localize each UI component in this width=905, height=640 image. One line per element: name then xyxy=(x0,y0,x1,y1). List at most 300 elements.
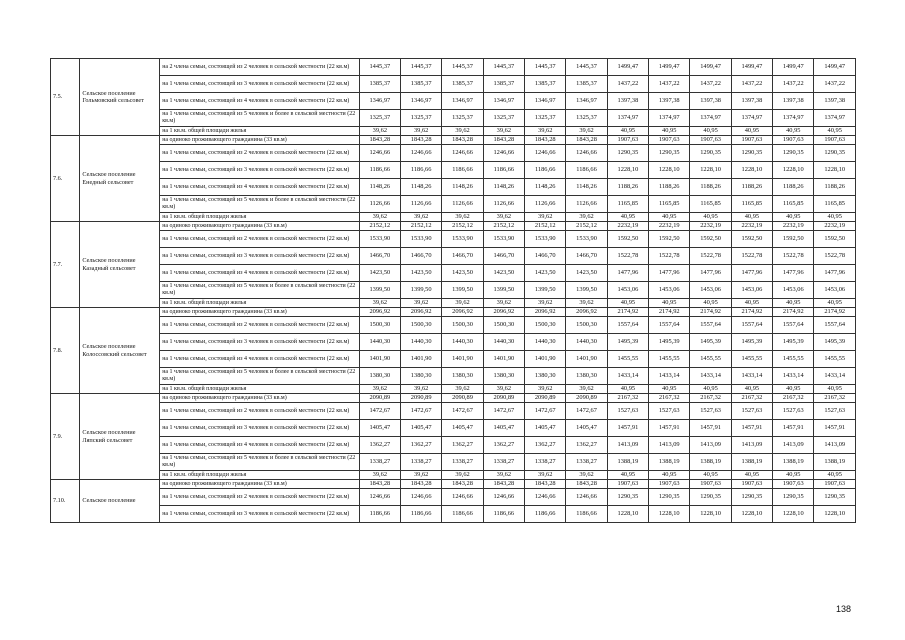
table-row xyxy=(51,231,856,248)
value-cell: 1188,26 xyxy=(731,179,772,196)
value-cell: 40,95 xyxy=(649,471,690,480)
value-cell: 40,95 xyxy=(690,471,731,480)
value-cell: 1445,37 xyxy=(359,59,400,76)
value-cell: 40,95 xyxy=(731,385,772,394)
value-cell: 1907,63 xyxy=(773,480,814,489)
value-cell: 39,62 xyxy=(401,213,442,222)
value-cell: 39,62 xyxy=(483,127,524,136)
value-cell: 2232,19 xyxy=(690,222,731,231)
value-cell: 1466,70 xyxy=(566,248,607,265)
value-cell: 1388,19 xyxy=(607,454,648,471)
value-cell: 1527,63 xyxy=(690,403,731,420)
value-cell: 39,62 xyxy=(483,385,524,394)
value-cell: 1457,91 xyxy=(814,420,856,437)
value-cell: 1472,67 xyxy=(525,403,566,420)
value-cell: 1495,39 xyxy=(731,334,772,351)
value-cell: 1148,26 xyxy=(401,179,442,196)
value-cell: 39,62 xyxy=(359,471,400,480)
value-cell: 1380,30 xyxy=(525,368,566,385)
value-cell: 40,95 xyxy=(607,385,648,394)
value-cell: 39,62 xyxy=(483,299,524,308)
value-cell: 1397,38 xyxy=(607,93,648,110)
category-cell: на 1 члена семьи, состоящей из 5 человек и более в сельской местности (22 кв.м) xyxy=(160,282,359,299)
value-cell: 1246,66 xyxy=(483,145,524,162)
value-cell: 1457,91 xyxy=(607,420,648,437)
value-cell: 1453,06 xyxy=(690,282,731,299)
value-cell: 39,62 xyxy=(442,471,483,480)
value-cell: 1374,97 xyxy=(731,110,772,127)
value-cell: 2152,12 xyxy=(442,222,483,231)
value-cell: 1290,35 xyxy=(731,489,772,506)
value-cell: 2152,12 xyxy=(483,222,524,231)
value-cell: 1246,66 xyxy=(566,145,607,162)
value-cell: 1533,90 xyxy=(401,231,442,248)
value-cell: 1290,35 xyxy=(814,145,856,162)
category-cell: на 2 члена семьи, состоящей из 2 человек в сельской местности (22 кв.м) xyxy=(160,59,359,76)
value-cell: 2174,92 xyxy=(814,308,856,317)
value-cell: 1466,70 xyxy=(442,248,483,265)
value-cell: 2167,32 xyxy=(649,394,690,403)
value-cell: 1522,78 xyxy=(731,248,772,265)
value-cell: 1592,50 xyxy=(773,231,814,248)
value-cell: 1380,30 xyxy=(483,368,524,385)
value-cell: 1186,66 xyxy=(566,162,607,179)
value-cell: 1397,38 xyxy=(690,93,731,110)
value-cell: 1527,63 xyxy=(607,403,648,420)
value-cell: 1228,10 xyxy=(731,506,772,523)
value-cell: 1388,19 xyxy=(649,454,690,471)
value-cell: 1592,50 xyxy=(649,231,690,248)
value-cell: 2096,92 xyxy=(401,308,442,317)
value-cell: 1165,85 xyxy=(649,196,690,213)
value-cell: 1290,35 xyxy=(649,489,690,506)
category-cell: на одиноко проживающего гражданина (33 кв.м) xyxy=(160,136,359,145)
value-cell: 1445,37 xyxy=(483,59,524,76)
value-cell: 1186,66 xyxy=(359,506,400,523)
value-cell: 39,62 xyxy=(359,127,400,136)
table-row xyxy=(51,454,856,471)
value-cell: 2174,92 xyxy=(731,308,772,317)
value-cell: 1362,27 xyxy=(442,437,483,454)
value-cell: 1477,96 xyxy=(649,265,690,282)
value-cell: 1423,50 xyxy=(483,265,524,282)
value-cell: 1186,66 xyxy=(442,162,483,179)
value-cell: 2090,89 xyxy=(483,394,524,403)
value-cell: 40,95 xyxy=(731,299,772,308)
table-row xyxy=(51,420,856,437)
value-cell: 39,62 xyxy=(566,299,607,308)
category-cell: на 1 члена семьи, состоящей из 5 человек и более в сельской местности (22 кв.м) xyxy=(160,368,359,385)
value-cell: 1522,78 xyxy=(773,248,814,265)
table-row xyxy=(51,368,856,385)
value-cell: 1188,26 xyxy=(773,179,814,196)
value-cell: 1522,78 xyxy=(607,248,648,265)
value-cell: 40,95 xyxy=(607,213,648,222)
value-cell: 1499,47 xyxy=(773,59,814,76)
settlement-name: Сельское поселение xyxy=(80,480,160,523)
value-cell: 1455,55 xyxy=(607,351,648,368)
value-cell: 1907,63 xyxy=(649,480,690,489)
table-row xyxy=(51,179,856,196)
value-cell: 1907,63 xyxy=(690,480,731,489)
table-row xyxy=(51,265,856,282)
value-cell: 1437,22 xyxy=(731,76,772,93)
value-cell: 40,95 xyxy=(690,213,731,222)
table-row xyxy=(51,136,856,145)
category-cell: на 1 кв.м. общей площади жилья xyxy=(160,299,359,308)
value-cell: 40,95 xyxy=(607,471,648,480)
category-cell: на 1 члена семьи, состоящей из 4 человек в сельской местности (22 кв.м) xyxy=(160,437,359,454)
value-cell: 39,62 xyxy=(483,213,524,222)
value-cell: 1522,78 xyxy=(649,248,690,265)
table-row xyxy=(51,213,856,222)
value-cell: 1495,39 xyxy=(773,334,814,351)
value-cell: 1385,37 xyxy=(359,76,400,93)
value-cell: 1527,63 xyxy=(649,403,690,420)
value-cell: 1186,66 xyxy=(401,162,442,179)
value-cell: 1466,70 xyxy=(359,248,400,265)
value-cell: 1413,09 xyxy=(731,437,772,454)
value-cell: 1457,91 xyxy=(690,420,731,437)
value-cell: 1401,90 xyxy=(566,351,607,368)
value-cell: 1557,64 xyxy=(649,317,690,334)
value-cell: 39,62 xyxy=(401,471,442,480)
category-cell: на 1 члена семьи, состоящей из 4 человек в сельской местности (22 кв.м) xyxy=(160,93,359,110)
value-cell: 1472,67 xyxy=(566,403,607,420)
value-cell: 1533,90 xyxy=(525,231,566,248)
value-cell: 1228,10 xyxy=(814,162,856,179)
value-cell: 1477,96 xyxy=(607,265,648,282)
value-cell: 1437,22 xyxy=(649,76,690,93)
value-cell: 1338,27 xyxy=(525,454,566,471)
value-cell: 1401,90 xyxy=(483,351,524,368)
value-cell: 1907,63 xyxy=(814,480,856,489)
value-cell: 1477,96 xyxy=(814,265,856,282)
category-cell: на 1 члена семьи, состоящей из 4 человек в сельской местности (22 кв.м) xyxy=(160,351,359,368)
table-row xyxy=(51,394,856,403)
value-cell: 1397,38 xyxy=(814,93,856,110)
value-cell: 1405,47 xyxy=(525,420,566,437)
value-cell: 1453,06 xyxy=(607,282,648,299)
value-cell: 1186,66 xyxy=(401,506,442,523)
category-cell: на 1 кв.м. общей площади жилья xyxy=(160,471,359,480)
value-cell: 39,62 xyxy=(525,471,566,480)
value-cell: 2174,92 xyxy=(649,308,690,317)
value-cell: 1440,30 xyxy=(401,334,442,351)
value-cell: 2090,89 xyxy=(401,394,442,403)
value-cell: 39,62 xyxy=(566,385,607,394)
value-cell: 1472,67 xyxy=(359,403,400,420)
table-row xyxy=(51,59,856,76)
value-cell: 1362,27 xyxy=(359,437,400,454)
value-cell: 1405,47 xyxy=(401,420,442,437)
value-cell: 1843,28 xyxy=(442,136,483,145)
value-cell: 1592,50 xyxy=(690,231,731,248)
value-cell: 1405,47 xyxy=(359,420,400,437)
table-row xyxy=(51,248,856,265)
table-row xyxy=(51,110,856,127)
value-cell: 1495,39 xyxy=(814,334,856,351)
value-cell: 1472,67 xyxy=(442,403,483,420)
settlement-name: Сельское поселение Казадный сельсовет xyxy=(80,222,160,308)
table-row xyxy=(51,489,856,506)
value-cell: 1399,50 xyxy=(359,282,400,299)
value-cell: 1290,35 xyxy=(649,145,690,162)
value-cell: 1228,10 xyxy=(690,506,731,523)
value-cell: 1380,30 xyxy=(359,368,400,385)
value-cell: 1148,26 xyxy=(442,179,483,196)
value-cell: 1290,35 xyxy=(773,489,814,506)
table-row xyxy=(51,385,856,394)
value-cell: 1907,63 xyxy=(607,136,648,145)
value-cell: 1440,30 xyxy=(525,334,566,351)
value-cell: 1466,70 xyxy=(401,248,442,265)
page-sheet xyxy=(50,58,856,580)
value-cell: 1290,35 xyxy=(607,489,648,506)
category-cell: на 1 члена семьи, состоящей из 3 человек в сельской местности (22 кв.м) xyxy=(160,420,359,437)
value-cell: 1186,66 xyxy=(442,506,483,523)
value-cell: 1843,28 xyxy=(566,480,607,489)
value-cell: 40,95 xyxy=(649,127,690,136)
value-cell: 39,62 xyxy=(442,127,483,136)
value-cell: 1466,70 xyxy=(525,248,566,265)
value-cell: 1325,37 xyxy=(525,110,566,127)
value-cell: 2174,92 xyxy=(690,308,731,317)
value-cell: 1362,27 xyxy=(483,437,524,454)
value-cell: 1228,10 xyxy=(607,506,648,523)
table-row xyxy=(51,437,856,454)
value-cell: 40,95 xyxy=(814,213,856,222)
tariff-table xyxy=(50,58,856,523)
value-cell: 1325,37 xyxy=(359,110,400,127)
value-cell: 1338,27 xyxy=(483,454,524,471)
value-cell: 39,62 xyxy=(483,471,524,480)
value-cell: 39,62 xyxy=(359,299,400,308)
value-cell: 1453,06 xyxy=(649,282,690,299)
value-cell: 1413,09 xyxy=(607,437,648,454)
settlement-name: Сельское поселение Енедный сельсовет xyxy=(80,136,160,222)
value-cell: 1477,96 xyxy=(773,265,814,282)
value-cell: 1527,63 xyxy=(773,403,814,420)
value-cell: 39,62 xyxy=(359,213,400,222)
value-cell: 2174,92 xyxy=(773,308,814,317)
category-cell: на 1 члена семьи, состоящей из 3 человек в сельской местности (22 кв.м) xyxy=(160,162,359,179)
value-cell: 40,95 xyxy=(649,213,690,222)
table-row xyxy=(51,506,856,523)
value-cell: 1186,66 xyxy=(483,162,524,179)
value-cell: 1165,85 xyxy=(773,196,814,213)
value-cell: 1380,30 xyxy=(566,368,607,385)
value-cell: 1290,35 xyxy=(731,145,772,162)
value-cell: 40,95 xyxy=(773,127,814,136)
group-number: 7.9. xyxy=(51,394,80,480)
value-cell: 1246,66 xyxy=(566,489,607,506)
value-cell: 40,95 xyxy=(814,471,856,480)
value-cell: 39,62 xyxy=(359,385,400,394)
value-cell: 1397,38 xyxy=(731,93,772,110)
value-cell: 1165,85 xyxy=(690,196,731,213)
value-cell: 1413,09 xyxy=(814,437,856,454)
value-cell: 1126,66 xyxy=(483,196,524,213)
value-cell: 1126,66 xyxy=(525,196,566,213)
value-cell: 1148,26 xyxy=(525,179,566,196)
value-cell: 2096,92 xyxy=(359,308,400,317)
category-cell: на 1 члена семьи, состоящей из 2 человек в сельской местности (22 кв.м) xyxy=(160,145,359,162)
value-cell: 1385,37 xyxy=(566,76,607,93)
value-cell: 2096,92 xyxy=(566,308,607,317)
value-cell: 1457,91 xyxy=(731,420,772,437)
value-cell: 1246,66 xyxy=(442,489,483,506)
value-cell: 1433,14 xyxy=(773,368,814,385)
value-cell: 1228,10 xyxy=(773,162,814,179)
value-cell: 1399,50 xyxy=(442,282,483,299)
value-cell: 1907,63 xyxy=(814,136,856,145)
table-row xyxy=(51,403,856,420)
value-cell: 1362,27 xyxy=(525,437,566,454)
value-cell: 2152,12 xyxy=(525,222,566,231)
value-cell: 1397,38 xyxy=(773,93,814,110)
table-row xyxy=(51,480,856,489)
value-cell: 1440,30 xyxy=(483,334,524,351)
value-cell: 1385,37 xyxy=(442,76,483,93)
value-cell: 1437,22 xyxy=(773,76,814,93)
value-cell: 1495,39 xyxy=(649,334,690,351)
value-cell: 2090,89 xyxy=(525,394,566,403)
value-cell: 40,95 xyxy=(814,127,856,136)
value-cell: 1246,66 xyxy=(359,145,400,162)
value-cell: 39,62 xyxy=(442,385,483,394)
value-cell: 1472,67 xyxy=(483,403,524,420)
value-cell: 1388,19 xyxy=(731,454,772,471)
table-body xyxy=(51,59,856,523)
category-cell: на 1 члена семьи, состоящей из 3 человек в сельской местности (22 кв.м) xyxy=(160,506,359,523)
value-cell: 1907,63 xyxy=(773,136,814,145)
value-cell: 40,95 xyxy=(773,385,814,394)
value-cell: 1362,27 xyxy=(566,437,607,454)
value-cell: 1533,90 xyxy=(359,231,400,248)
value-cell: 39,62 xyxy=(525,213,566,222)
value-cell: 1907,63 xyxy=(607,480,648,489)
value-cell: 1440,30 xyxy=(442,334,483,351)
value-cell: 1325,37 xyxy=(442,110,483,127)
category-cell: на одиноко проживающего гражданина (33 кв.м) xyxy=(160,222,359,231)
value-cell: 1165,85 xyxy=(731,196,772,213)
value-cell: 1405,47 xyxy=(483,420,524,437)
value-cell: 1290,35 xyxy=(814,489,856,506)
value-cell: 1413,09 xyxy=(690,437,731,454)
value-cell: 1246,66 xyxy=(442,145,483,162)
value-cell: 1399,50 xyxy=(401,282,442,299)
value-cell: 1246,66 xyxy=(401,489,442,506)
category-cell: на 1 члена семьи, состоящей из 3 человек в сельской местности (22 кв.м) xyxy=(160,76,359,93)
value-cell: 1186,66 xyxy=(525,506,566,523)
value-cell: 1499,47 xyxy=(731,59,772,76)
value-cell: 1423,50 xyxy=(442,265,483,282)
value-cell: 1466,70 xyxy=(483,248,524,265)
value-cell: 2167,32 xyxy=(731,394,772,403)
value-cell: 1165,85 xyxy=(607,196,648,213)
value-cell: 1592,50 xyxy=(731,231,772,248)
value-cell: 1592,50 xyxy=(607,231,648,248)
table-row xyxy=(51,351,856,368)
value-cell: 1397,38 xyxy=(649,93,690,110)
category-cell: на 1 члена семьи, состоящей из 3 человек в сельской местности (22 кв.м) xyxy=(160,334,359,351)
value-cell: 39,62 xyxy=(566,471,607,480)
value-cell: 1325,37 xyxy=(566,110,607,127)
value-cell: 1440,30 xyxy=(359,334,400,351)
category-cell: на 1 члена семьи, состоящей из 2 человек в сельской местности (22 кв.м) xyxy=(160,317,359,334)
value-cell: 1338,27 xyxy=(442,454,483,471)
value-cell: 1413,09 xyxy=(773,437,814,454)
category-cell: на 1 члена семьи, состоящей из 4 человек в сельской местности (22 кв.м) xyxy=(160,265,359,282)
value-cell: 1533,90 xyxy=(442,231,483,248)
value-cell: 1445,37 xyxy=(566,59,607,76)
value-cell: 1843,28 xyxy=(401,480,442,489)
value-cell: 1338,27 xyxy=(566,454,607,471)
value-cell: 1423,50 xyxy=(566,265,607,282)
value-cell: 1346,97 xyxy=(401,93,442,110)
value-cell: 1165,85 xyxy=(814,196,856,213)
value-cell: 40,95 xyxy=(814,385,856,394)
value-cell: 1385,37 xyxy=(401,76,442,93)
value-cell: 1433,14 xyxy=(649,368,690,385)
value-cell: 1126,66 xyxy=(566,196,607,213)
value-cell: 1433,14 xyxy=(731,368,772,385)
value-cell: 39,62 xyxy=(442,299,483,308)
value-cell: 2090,89 xyxy=(359,394,400,403)
value-cell: 1522,78 xyxy=(814,248,856,265)
table-row xyxy=(51,196,856,213)
value-cell: 1527,63 xyxy=(731,403,772,420)
value-cell: 1388,19 xyxy=(773,454,814,471)
value-cell: 2152,12 xyxy=(566,222,607,231)
value-cell: 39,62 xyxy=(401,299,442,308)
category-cell: на 1 члена семьи, состоящей из 2 человек в сельской местности (22 кв.м) xyxy=(160,489,359,506)
value-cell: 1346,97 xyxy=(359,93,400,110)
value-cell: 1401,90 xyxy=(442,351,483,368)
value-cell: 1346,97 xyxy=(566,93,607,110)
value-cell: 1472,67 xyxy=(401,403,442,420)
value-cell: 1843,28 xyxy=(442,480,483,489)
value-cell: 1413,09 xyxy=(649,437,690,454)
value-cell: 1325,37 xyxy=(401,110,442,127)
value-cell: 1186,66 xyxy=(525,162,566,179)
value-cell: 1246,66 xyxy=(359,489,400,506)
value-cell: 1843,28 xyxy=(525,480,566,489)
value-cell: 1388,19 xyxy=(690,454,731,471)
group-number: 7.5. xyxy=(51,59,80,136)
value-cell: 1188,26 xyxy=(649,179,690,196)
value-cell: 1399,50 xyxy=(525,282,566,299)
value-cell: 1246,66 xyxy=(401,145,442,162)
value-cell: 1500,30 xyxy=(442,317,483,334)
value-cell: 1495,39 xyxy=(607,334,648,351)
value-cell: 2232,19 xyxy=(607,222,648,231)
value-cell: 1228,10 xyxy=(690,162,731,179)
value-cell: 1188,26 xyxy=(814,179,856,196)
value-cell: 39,62 xyxy=(566,127,607,136)
value-cell: 1533,90 xyxy=(483,231,524,248)
page-number: 138 xyxy=(836,604,852,614)
value-cell: 39,62 xyxy=(525,127,566,136)
value-cell: 40,95 xyxy=(690,385,731,394)
value-cell: 1186,66 xyxy=(359,162,400,179)
value-cell: 1457,91 xyxy=(773,420,814,437)
value-cell: 1374,97 xyxy=(649,110,690,127)
value-cell: 1401,90 xyxy=(525,351,566,368)
value-cell: 1290,35 xyxy=(773,145,814,162)
value-cell: 1445,37 xyxy=(401,59,442,76)
